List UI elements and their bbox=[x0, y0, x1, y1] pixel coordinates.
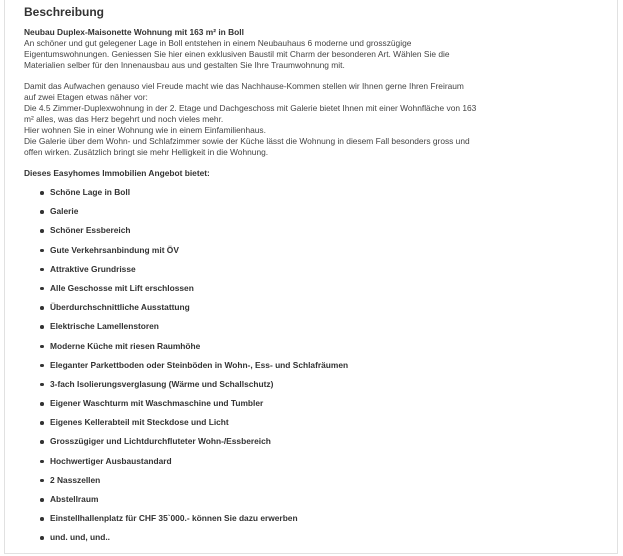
description-line: Die Galerie über dem Wohn- und Schlafzimmer sowie der Küche lässt die Wohnung in diesem Fall besonders gross und bbox=[24, 136, 470, 146]
feature-list bbox=[24, 187, 614, 552]
description-content bbox=[24, 5, 614, 552]
feature-item: Alle Geschosse mit Lift erschlossen bbox=[40, 283, 614, 302]
description-line: Hier wohnen Sie in einer Wohnung wie in einem Einfamilienhaus. bbox=[24, 125, 266, 135]
feature-item: Gute Verkehrsanbindung mit ÖV bbox=[40, 245, 614, 264]
section-title: Beschreibung bbox=[24, 5, 105, 19]
description-line: m² alles, was das Herz begehrt und noch vieles mehr. bbox=[24, 114, 224, 124]
description-line: An schöner und gut gelegener Lage in Boll entstehen in einem Neubauhaus 6 moderne und grosszügige bbox=[24, 38, 412, 48]
feature-item: Eigener Waschturm mit Waschmaschine und Tumbler bbox=[40, 398, 614, 417]
feature-item: Überdurchschnittliche Ausstattung bbox=[40, 302, 614, 321]
description-paragraph-1 bbox=[24, 27, 614, 71]
feature-item: Schöne Lage in Boll bbox=[40, 187, 614, 206]
feature-item: Eigenes Kellerabteil mit Steckdose und Licht bbox=[40, 417, 614, 436]
description-paragraph-2 bbox=[24, 81, 614, 158]
feature-item: Einstellhallenplatz für CHF 35`000.- können Sie dazu erwerben bbox=[40, 513, 614, 532]
offer-title: Dieses Easyhomes Immobilien Angebot bietet: bbox=[24, 168, 210, 178]
description-panel bbox=[4, 0, 618, 554]
feature-item: Eleganter Parkettboden oder Steinböden in Wohn-, Ess- und Schlafräumen bbox=[40, 360, 614, 379]
description-headline: Neubau Duplex-Maisonette Wohnung mit 163 m² in Boll bbox=[24, 27, 244, 37]
description-line: auf zwei Etagen etwas näher vor: bbox=[24, 92, 148, 102]
feature-item: Galerie bbox=[40, 206, 614, 225]
description-line: Eigentumswohnungen. Geniessen Sie hier einen exklusiven Baustil mit Charm der besonderen Art. Wählen Sie die bbox=[24, 49, 450, 59]
feature-item: Grosszügiger und Lichtdurchfluteter Wohn-/Essbereich bbox=[40, 436, 614, 455]
feature-item: Abstellraum bbox=[40, 494, 614, 513]
description-line: Damit das Aufwachen genauso viel Freude macht wie das Nachhause-Kommen stellen wir Ihnen gerne Ihren Freiraum bbox=[24, 81, 464, 91]
feature-item: Schöner Essbereich bbox=[40, 225, 614, 244]
description-line: offen wirken. Zusätzlich bringt sie mehr Helligkeit in die Wohnung. bbox=[24, 147, 269, 157]
description-line: Die 4.5 Zimmer-Duplexwohnung in der 2. Etage und Dachgeschoss mit Galerie bietet Ihnen mit einer Wohnfläche von 163 bbox=[24, 103, 477, 113]
description-line: Materialien selber für den Innenausbau aus und gestalten Sie Ihre Traumwohnung mit. bbox=[24, 60, 345, 70]
feature-item: 2 Nasszellen bbox=[40, 475, 614, 494]
feature-item: Attraktive Grundrisse bbox=[40, 264, 614, 283]
feature-item: Elektrische Lamellenstoren bbox=[40, 321, 614, 340]
feature-item: 3-fach Isolierungsverglasung (Wärme und Schallschutz) bbox=[40, 379, 614, 398]
feature-item: und. und, und.. bbox=[40, 532, 614, 551]
feature-item: Moderne Küche mit riesen Raumhöhe bbox=[40, 341, 614, 360]
feature-item: Hochwertiger Ausbaustandard bbox=[40, 456, 614, 475]
description-text bbox=[24, 27, 614, 158]
